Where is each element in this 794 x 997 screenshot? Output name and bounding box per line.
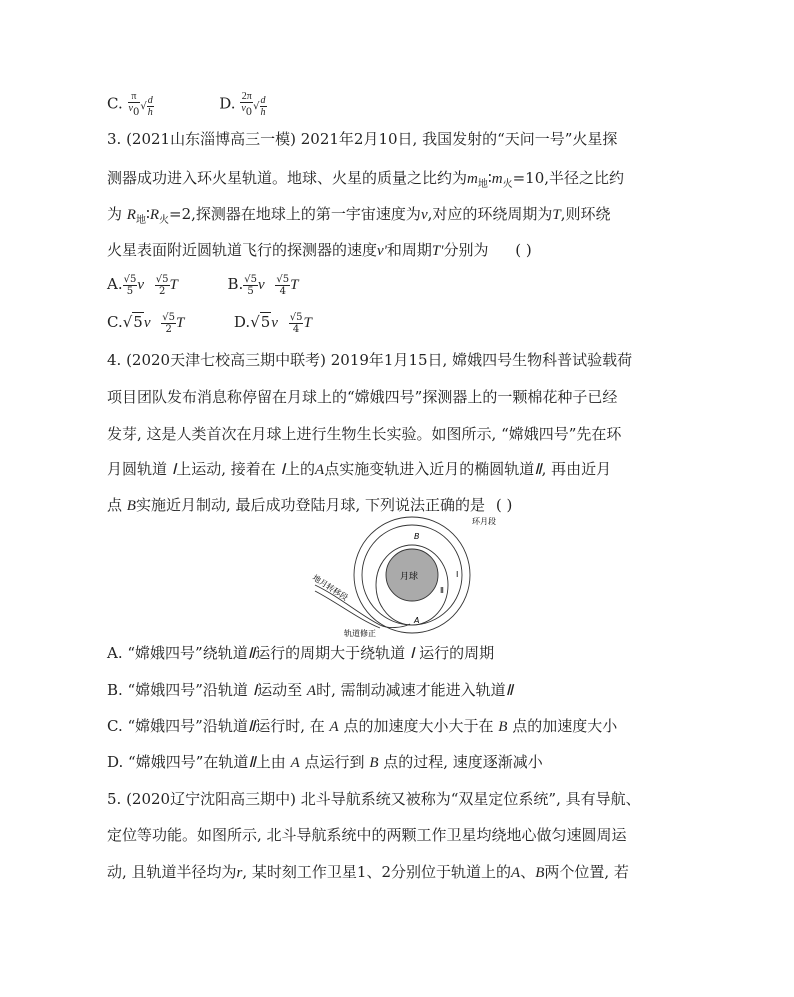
- point-B-label: B: [414, 532, 420, 541]
- q3-answer-paren: ( ): [515, 241, 532, 259]
- q5-line-2: 定位等功能。如图所示, 北斗导航系统中的两颗工作卫星均绕地心做匀速圆周运: [107, 826, 627, 844]
- point-A-label: A: [414, 616, 420, 625]
- q3-options-cd: [107, 311, 312, 335]
- q2-options-line: [107, 91, 267, 118]
- q4-line-3: 发芽, 这是人类首次在月球上进行生物生长实验。如图所示, “嫦娥四号”先在环: [107, 425, 622, 443]
- q2-option-d-sqrt: √ $\frac{d}{h}$: [253, 94, 266, 118]
- q3-line-1: 3. (2021山东淄博高三一模) 2021年2月10日, 我国发射的“天问一号”火星探: [107, 130, 618, 148]
- q4-option-c: C. “嫦娥四号”沿轨道Ⅱ运行时, 在 A 点的加速度大小大于在 B 点的加速度大小: [107, 717, 618, 735]
- q3-line-2: 测器成功进入环火星轨道。地球、火星的质量之比约为$m_地∶m_火=10$,半径之比约: [107, 169, 625, 190]
- q4-option-d: D. “嫦娥四号”在轨道Ⅱ上由 A 点运行到 B 点的过程, 速度逐渐减小: [107, 753, 543, 771]
- lunar-orbit-diagram: [310, 517, 500, 638]
- q4-option-b: B. “嫦娥四号”沿轨道 Ⅰ运动至 A时, 需制动减速才能进入轨道Ⅱ: [107, 681, 514, 699]
- q2-option-c-sqrt: √ $\frac{d}{h}$: [140, 94, 153, 118]
- orbit-I-label: Ⅰ: [456, 570, 459, 579]
- q4-answer-paren: ( ): [495, 496, 513, 514]
- correction-label: 轨道修正: [344, 629, 376, 638]
- q2-option-c-fraction: $\frac{\pi}{v0}$: [128, 91, 140, 118]
- q3-line-3: 为 $R_地∶R_火=2$,探测器在地球上的第一宇宙速度为v,对应的环绕周期为T,则环绕: [107, 205, 611, 226]
- ring-segment-label: 环月段: [472, 517, 496, 526]
- q4-line-5: 点 B实施近月制动, 最后成功登陆月球, 下列说法正确的是 ( ): [107, 496, 513, 514]
- q3-options-ab: [107, 273, 299, 297]
- q2-option-d-label: D.: [219, 94, 236, 113]
- q4-line-1: 4. (2020天津七校高三期中联考) 2019年1月15日, 嫦娥四号生物科普试验载荷: [107, 351, 633, 369]
- q5-line-3: 动, 且轨道半径均为r, 某时刻工作卫星1、2分别位于轨道上的A、B两个位置, 若: [107, 863, 629, 881]
- q3-option-a: A. $\frac{√5}{5}$ v $\frac{√5}{2}$ T: [107, 273, 178, 297]
- q2-option-c-label: C.: [107, 94, 123, 113]
- q5-line-1: 5. (2020辽宁沈阳高三期中) 北斗导航系统又被称为“双星定位系统”, 具有导航、: [107, 790, 641, 808]
- q4-line-2: 项目团队发布消息称停留在月球上的“嫦娥四号”探测器上的一颗棉花种子已经: [107, 388, 618, 406]
- q4-option-a: A. “嫦娥四号”绕轨道Ⅱ运行的周期大于绕轨道 Ⅰ 运行的周期: [107, 644, 495, 662]
- q4-line-4: 月圆轨道 Ⅰ上运动, 接着在 Ⅰ上的A点实施变轨进入近月的椭圆轨道Ⅱ, 再由近月: [107, 460, 612, 478]
- transfer-segment-label: 地月转移段: [310, 573, 350, 603]
- q3-line-4: 火星表面附近圆轨道飞行的探测器的速度v'和周期T'分别为 ( ): [107, 241, 532, 259]
- q2-option-d-fraction: $\frac{2\pi}{v0}$: [241, 91, 253, 118]
- q3-option-b: B. $\frac{√5}{5}$ v $\frac{√5}{4}$ T: [227, 273, 299, 297]
- q3-option-c: C.√5v $\frac{√5}{2}$ T: [107, 311, 185, 335]
- orbit-II-label: Ⅱ: [440, 586, 444, 595]
- q3-option-d: D.√5v $\frac{√5}{4}$ T: [233, 311, 312, 335]
- moon-label: 月球: [400, 572, 419, 582]
